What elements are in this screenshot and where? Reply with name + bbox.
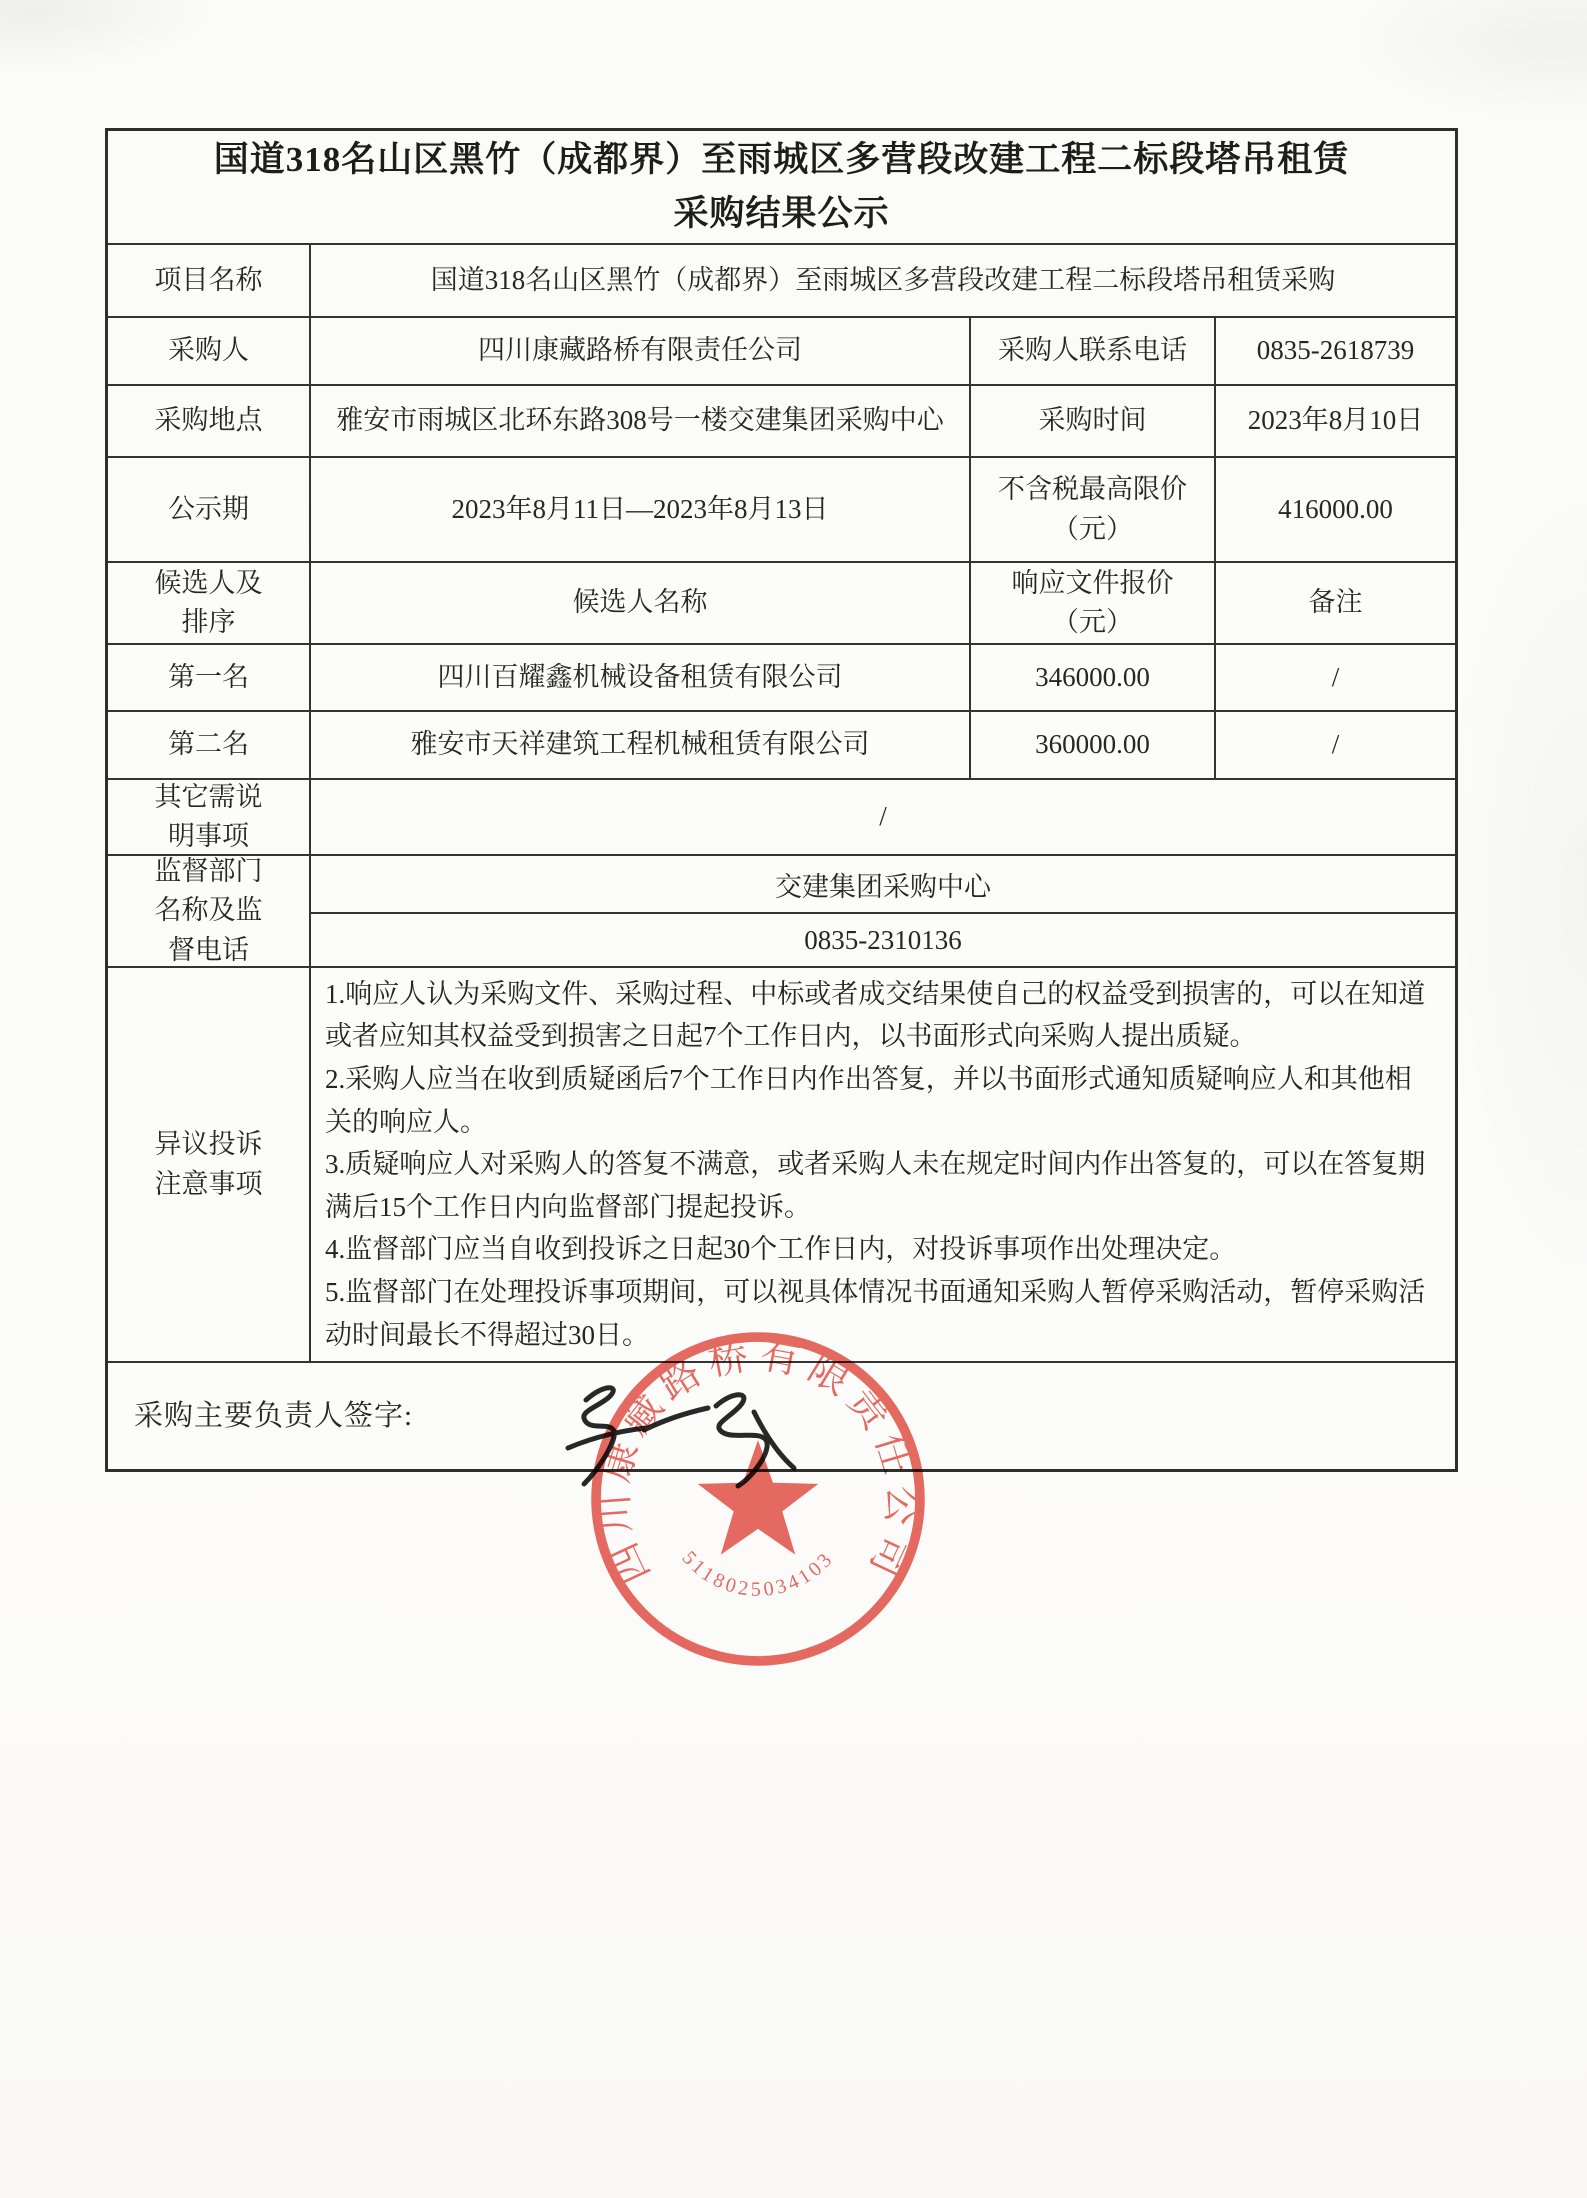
- supervision-row: [108, 856, 1455, 968]
- notice-item: 3.质疑响应人对采购人的答复不满意，或者采购人未在规定时间内作出答复的，可以在答复期满后15个工作日内向监督部门提起投诉。: [325, 1149, 1426, 1222]
- page-title: [108, 131, 1455, 243]
- table-title-row: [108, 131, 1455, 245]
- seal-star-icon: [698, 1440, 819, 1555]
- candidate-rank: 第一名: [108, 645, 311, 710]
- other-notes-label: 其它需说明事项: [108, 780, 311, 854]
- supervision-values: [311, 856, 1455, 966]
- purchaser-phone-value: 0835-2618739: [1256, 335, 1415, 366]
- seal-company-text: 四川康藏路桥有限责任公司: [591, 1332, 925, 1591]
- candidate-name: 雅安市天祥建筑工程机械租赁有限公司: [311, 712, 971, 778]
- procurement-result-table: [105, 128, 1458, 1472]
- location-value: 雅安市雨城区北环东路308号一楼交建集团采购中心: [311, 386, 971, 456]
- notice-item: 4.监督部门应当自收到投诉之日起30个工作日内，对投诉事项作出处理决定。: [325, 1234, 1237, 1265]
- candidates-remark-header: 备注: [1308, 587, 1363, 618]
- objection-notice-text: [311, 968, 1455, 1361]
- time-label: 采购时间: [971, 386, 1216, 456]
- supervision-phone: 0835-2310136: [804, 924, 962, 955]
- notice-item: 5.监督部门在处理投诉事项期间，可以视具体情况书面通知采购人暂停采购活动，暂停采购活动时间最长不得超过30日。: [325, 1277, 1426, 1350]
- location-label: 采购地点: [108, 386, 311, 456]
- candidates-rank-header: 候选人及排序: [108, 563, 311, 643]
- candidate-remark: /: [1331, 729, 1340, 760]
- supervision-name: 交建集团采购中心: [311, 856, 1455, 914]
- purchaser-value: 四川康藏路桥有限责任公司: [311, 318, 971, 384]
- candidate-row: [108, 712, 1455, 780]
- candidate-remark: /: [1331, 661, 1340, 692]
- purchaser-label: 采购人: [108, 318, 311, 384]
- candidates-name-header: 候选人名称: [311, 563, 971, 643]
- candidates-header-row: [108, 563, 1455, 645]
- publicity-value: 2023年8月11日—2023年8月13日: [311, 458, 971, 561]
- project-name-label: 项目名称: [108, 245, 311, 316]
- time-value: 2023年8月10日: [1247, 405, 1424, 436]
- candidate-rank: 第二名: [108, 712, 311, 778]
- supervision-label: 监督部门名称及监督电话: [108, 856, 311, 966]
- page-title-line1: 国道318名山区黑竹（成都界）至雨城区多营段改建工程二标段塔吊租赁: [213, 139, 1350, 179]
- table-row: [108, 386, 1455, 458]
- signature-label: 采购主要负责人签字:: [134, 1399, 414, 1432]
- table-row: [108, 458, 1455, 563]
- candidate-price: 360000.00: [971, 712, 1216, 778]
- notice-item: 2.采购人应当在收到质疑函后7个工作日内作出答复，并以书面形式通知质疑响应人和其他相关的响应人。: [325, 1063, 1412, 1137]
- candidate-price: 346000.00: [971, 645, 1216, 710]
- company-seal-stamp: [582, 1323, 934, 1675]
- candidate-name: 四川百耀鑫机械设备租赁有限公司: [311, 645, 971, 710]
- candidates-price-header: 响应文件报价（元）: [971, 563, 1216, 643]
- objection-row: [108, 968, 1455, 1363]
- table-row: [108, 780, 1455, 856]
- purchaser-phone-label: 采购人联系电话: [971, 318, 1216, 384]
- table-row: [108, 245, 1455, 318]
- candidate-row: [108, 645, 1455, 712]
- project-name-value: 国道318名山区黑竹（成都界）至雨城区多营段改建工程二标段塔吊租赁采购: [430, 264, 1336, 295]
- table-row: [108, 318, 1455, 386]
- notice-item: 1.响应人认为采购文件、采购过程、中标或者成交结果使自己的权益受到损害的，可以在知道或者应知其权益受到损害之日起7个工作日内，以书面形式向采购人提出质疑。: [325, 978, 1426, 1052]
- seal-serial-number: 5118025034103: [677, 1547, 839, 1601]
- page-title-line2: 采购结果公示: [673, 194, 890, 233]
- price-limit-value: 416000.00: [1278, 493, 1393, 524]
- objection-label: 异议投诉注意事项: [108, 968, 311, 1361]
- price-limit-label: 不含税最高限价（元）: [971, 458, 1216, 561]
- publicity-label: 公示期: [108, 458, 311, 561]
- other-notes-value: /: [879, 801, 887, 832]
